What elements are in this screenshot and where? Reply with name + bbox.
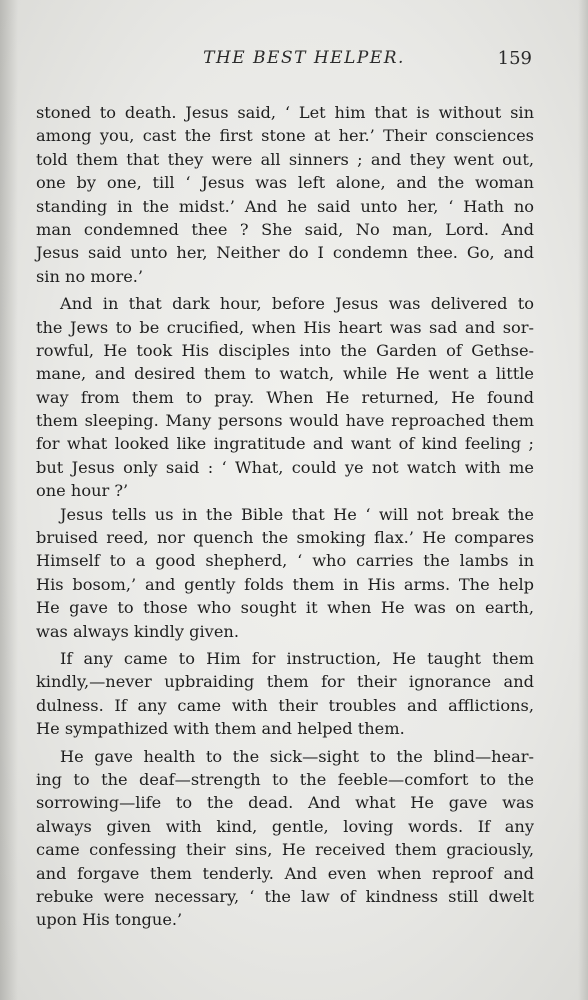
text-line: His bosom,’ and gently folds them in His arms. The help	[36, 574, 534, 594]
text-line: If any came to Him for instruction, He taught them	[60, 648, 534, 668]
text-line: among you, cast the first stone at her.’ Their consciences	[36, 126, 534, 146]
text-line: always given with kind, gentle, loving words. If any	[36, 816, 534, 836]
text-line: told them that they were all sinners ; and they went out,	[36, 149, 534, 169]
text-line: was always kindly given.	[36, 621, 239, 641]
running-title: THE BEST HELPER.	[203, 48, 405, 68]
text-line: mane, and desired them to watch, while He went a little	[36, 364, 534, 384]
text-line: but Jesus only said : ‘ What, could ye not watch with me	[36, 457, 534, 477]
text-line: sin no more.’	[36, 266, 144, 286]
text-line: bruised reed, nor quench the smoking flax.’ He compares	[36, 528, 534, 548]
text-line: came confessing their sins, He received them graciously,	[36, 840, 534, 860]
text-line: dulness. If any came with their troubles and afflictions,	[36, 695, 534, 715]
text-line: He gave to those who sought it when He was on earth,	[36, 598, 534, 618]
text-line: and forgave them tenderly. And even when reproof and	[36, 863, 534, 883]
text-line: the Jews to be crucified, when His heart was sad and sor-	[36, 317, 534, 337]
text-line: kindly,—never upbraiding them for their ignorance and	[36, 672, 534, 692]
text-line: Jesus tells us in the Bible that He ‘ will not break the	[60, 504, 534, 524]
text-line: one hour ?’	[36, 481, 129, 501]
text-line: man condemned thee ? She said, No man, Lord. And	[36, 219, 534, 239]
running-header	[36, 48, 532, 72]
page-number: 159	[497, 48, 532, 69]
text-line: ing to the deaf—strength to the feeble—comfort to the	[36, 769, 534, 789]
text-line: Himself to a good shepherd, ‘ who carries the lambs in	[36, 551, 534, 571]
text-line: He sympathized with them and helped them.	[36, 719, 405, 739]
text-line: standing in the midst.’ And he said unto her, ‘ Hath no	[36, 196, 534, 216]
text-line: And in that dark hour, before Jesus was delivered to	[60, 294, 534, 314]
text-line: them sleeping. Many persons would have reproached them	[36, 411, 534, 431]
text-line: way from them to pray. When He returned, He found	[36, 387, 534, 407]
text-line: for what looked like ingratitude and want of kind feeling ;	[36, 434, 534, 454]
text-line: upon His tongue.’	[36, 910, 183, 930]
text-line: stoned to death. Jesus said, ‘ Let him that is without sin	[36, 103, 534, 122]
text-line: Jesus said unto her, Neither do I condemn thee. Go, and	[36, 243, 534, 263]
text-line: rowful, He took His disciples into the Garden of Gethse-	[36, 340, 534, 360]
body-text	[36, 101, 534, 932]
text-line: sorrowing—life to the dead. And what He gave was	[36, 793, 534, 813]
text-line: rebuke were necessary, ‘ the law of kindness still dwelt	[36, 886, 534, 906]
text-line: He gave health to the sick—sight to the blind—hear-	[60, 746, 534, 766]
text-line: one by one, till ‘ Jesus was left alone, and the woman	[36, 173, 534, 193]
